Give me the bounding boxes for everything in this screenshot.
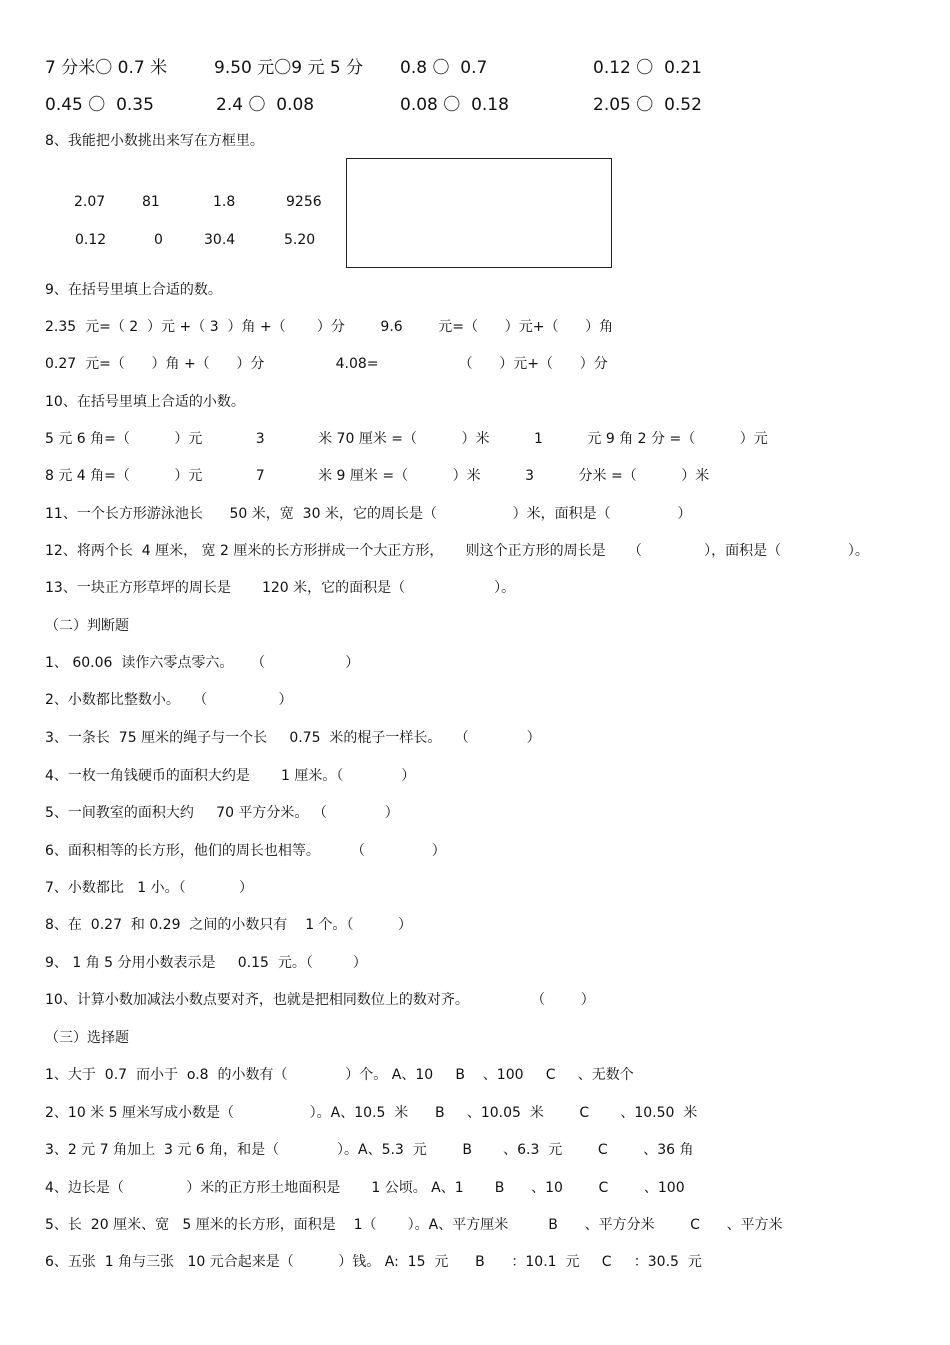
number-item: 30.4 bbox=[204, 232, 236, 248]
number-item: 81 bbox=[142, 194, 160, 210]
section-judge-title: （二）判断题 bbox=[45, 618, 129, 634]
choice-item: 4、边长是（ ）米的正方形土地面积是 1 公顷。 A、1 B 、10 C 、100 bbox=[45, 1180, 685, 1196]
number-item: 0.12 bbox=[75, 232, 107, 248]
number-item: 0 bbox=[154, 232, 163, 248]
compare-item: 0.45 〇 0.35 bbox=[45, 95, 154, 115]
question-13: 13、一块正方形草坪的周长是 120 米，它的面积是（ ）。 bbox=[45, 580, 516, 596]
answer-box[interactable] bbox=[346, 158, 612, 268]
compare-item: 0.8 〇 0.7 bbox=[400, 58, 488, 78]
question-10-line: 5 元 6 角=（ ）元 3 米 70 厘米 =（ ）米 1 元 9 角 2 分 =（ ）元 bbox=[45, 431, 768, 447]
number-item: 2.07 bbox=[74, 194, 106, 210]
compare-item: 9.50 元〇9 元 5 分 bbox=[214, 58, 364, 78]
choice-item: 5、长 20 厘米、宽 5 厘米的长方形，面积是 1（ ）。A、平方厘米 B 、平方分米 C 、平方米 bbox=[45, 1217, 783, 1233]
judge-item: 1、 60.06 读作六零点零六。 （ ） bbox=[45, 655, 360, 671]
judge-item: 2、小数都比整数小。 （ ） bbox=[45, 692, 293, 708]
compare-item: 0.08 〇 0.18 bbox=[400, 95, 509, 115]
judge-item: 9、 1 角 5 分用小数表示是 0.15 元。（ ） bbox=[45, 955, 367, 971]
question-9-title: 9、在括号里填上合适的数。 bbox=[45, 282, 222, 298]
choice-item: 1、大于 0.7 而小于 o.8 的小数有（ ）个。 A、10 B 、100 C 、无数个 bbox=[45, 1067, 634, 1083]
number-item: 1.8 bbox=[213, 194, 236, 210]
judge-item: 5、一间教室的面积大约 70 平方分米。 （ ） bbox=[45, 805, 399, 821]
choice-item: 2、10 米 5 厘米写成小数是（ ）。A、10.5 米 B 、10.05 米 C 、10.50 米 bbox=[45, 1105, 698, 1121]
question-12: 12、将两个长 4 厘米， 宽 2 厘米的长方形拼成一个大正方形， 则这个正方形的周长是 （ ），面积是（ ）。 bbox=[45, 543, 869, 559]
choice-item: 6、五张 1 角与三张 10 元合起来是（ ）钱。 A: 15 元 B ：10.1 元 C ：30.5 元 bbox=[45, 1254, 702, 1270]
question-10-title: 10、在括号里填上合适的小数。 bbox=[45, 394, 245, 410]
judge-item: 8、在 0.27 和 0.29 之间的小数只有 1 个。（ ） bbox=[45, 917, 413, 933]
judge-item: 10、计算小数加减法小数点要对齐，也就是把相同数位上的数对齐。 （ ） bbox=[45, 992, 595, 1008]
question-9-line: 2.35 元=（ 2 ）元 +（ 3 ）角 +（ ）分 9.6 元=（ ）元+（ ）角 bbox=[45, 319, 614, 335]
section-choice-title: （三）选择题 bbox=[45, 1030, 129, 1046]
judge-item: 7、小数都比 1 小。（ ） bbox=[45, 880, 254, 896]
number-item: 5.20 bbox=[284, 232, 316, 248]
question-8-title: 8、我能把小数挑出来写在方框里。 bbox=[45, 133, 264, 149]
question-9-line: 0.27 元=（ ）角 +（ ）分 4.08= （ ）元+（ ）分 bbox=[45, 356, 608, 372]
judge-item: 6、面积相等的长方形，他们的周长也相等。 （ ） bbox=[45, 843, 446, 859]
choice-item: 3、2 元 7 角加上 3 元 6 角，和是（ ）。A、5.3 元 B 、6.3 元 C 、36 角 bbox=[45, 1142, 694, 1158]
compare-item: 0.12 〇 0.21 bbox=[593, 58, 702, 78]
compare-item: 2.05 〇 0.52 bbox=[593, 95, 702, 115]
number-item: 9256 bbox=[286, 194, 322, 210]
judge-item: 4、一枚一角钱硬币的面积大约是 1 厘米。（ ） bbox=[45, 768, 416, 784]
question-11: 11、一个长方形游泳池长 50 米，宽 30 米，它的周长是（ ）米，面积是（ ） bbox=[45, 506, 692, 522]
compare-item: 2.4 〇 0.08 bbox=[216, 95, 315, 115]
judge-item: 3、一条长 75 厘米的绳子与一个长 0.75 米的棍子一样长。 （ ） bbox=[45, 730, 541, 746]
compare-item: 7 分米〇 0.7 米 bbox=[45, 58, 168, 78]
question-10-line: 8 元 4 角=（ ）元 7 米 9 厘米 =（ ）米 3 分米 =（ ）米 bbox=[45, 468, 710, 484]
